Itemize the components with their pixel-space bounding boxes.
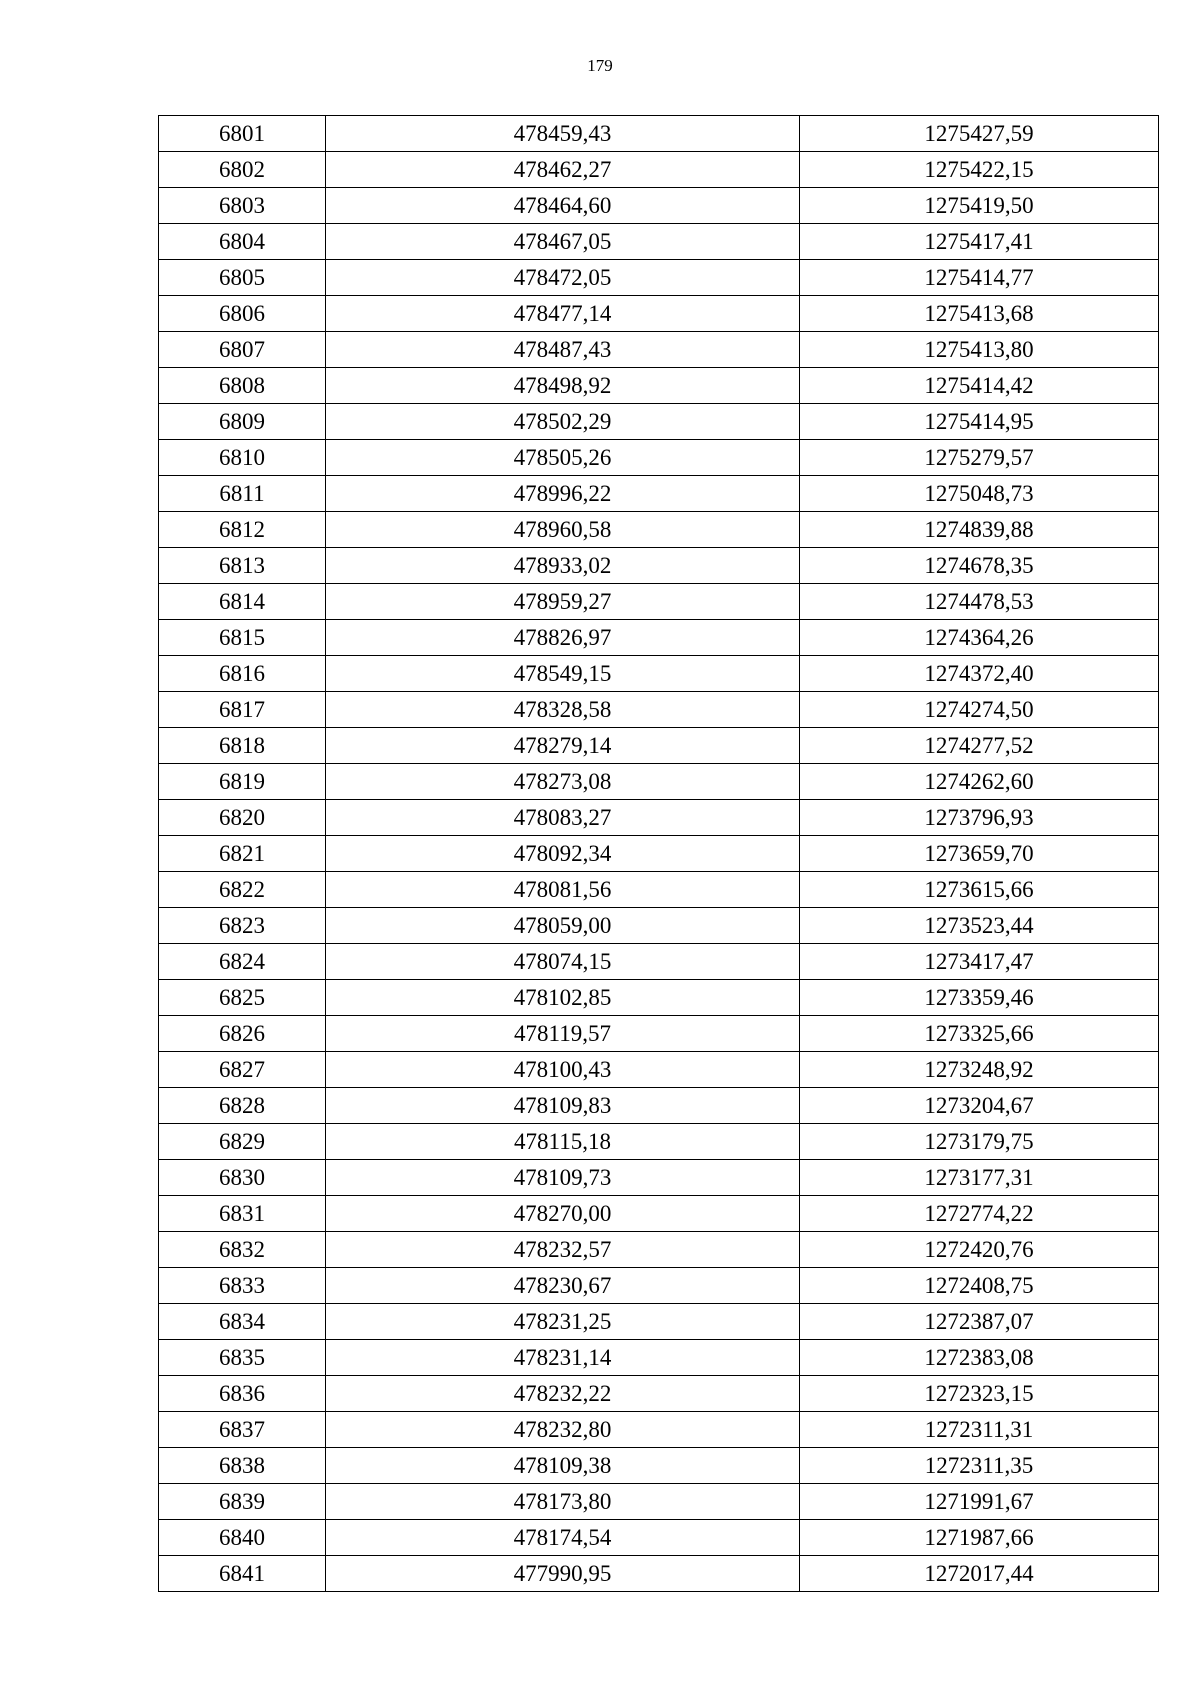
point-number-cell: 6824 bbox=[159, 944, 326, 980]
x-coordinate-cell: 478273,08 bbox=[326, 764, 800, 800]
y-coordinate-cell: 1275279,57 bbox=[800, 440, 1159, 476]
y-coordinate-cell: 1274839,88 bbox=[800, 512, 1159, 548]
x-coordinate-cell: 478173,80 bbox=[326, 1484, 800, 1520]
x-coordinate-cell: 478549,15 bbox=[326, 656, 800, 692]
point-number-cell: 6812 bbox=[159, 512, 326, 548]
table-row bbox=[159, 1484, 1159, 1520]
y-coordinate-cell: 1272420,76 bbox=[800, 1232, 1159, 1268]
y-coordinate-cell: 1274262,60 bbox=[800, 764, 1159, 800]
table-row bbox=[159, 440, 1159, 476]
y-coordinate-cell: 1273179,75 bbox=[800, 1124, 1159, 1160]
point-number-cell: 6807 bbox=[159, 332, 326, 368]
table-row bbox=[159, 152, 1159, 188]
point-number-cell: 6804 bbox=[159, 224, 326, 260]
x-coordinate-cell: 478459,43 bbox=[326, 116, 800, 152]
x-coordinate-cell: 478119,57 bbox=[326, 1016, 800, 1052]
point-number-cell: 6811 bbox=[159, 476, 326, 512]
point-number-cell: 6815 bbox=[159, 620, 326, 656]
x-coordinate-cell: 478109,83 bbox=[326, 1088, 800, 1124]
x-coordinate-cell: 478996,22 bbox=[326, 476, 800, 512]
point-number-cell: 6841 bbox=[159, 1556, 326, 1592]
table-row bbox=[159, 1412, 1159, 1448]
point-number-cell: 6802 bbox=[159, 152, 326, 188]
table-row bbox=[159, 764, 1159, 800]
x-coordinate-cell: 478960,58 bbox=[326, 512, 800, 548]
x-coordinate-cell: 478232,57 bbox=[326, 1232, 800, 1268]
y-coordinate-cell: 1272383,08 bbox=[800, 1340, 1159, 1376]
point-number-cell: 6827 bbox=[159, 1052, 326, 1088]
x-coordinate-cell: 478505,26 bbox=[326, 440, 800, 476]
y-coordinate-cell: 1275419,50 bbox=[800, 188, 1159, 224]
y-coordinate-cell: 1271987,66 bbox=[800, 1520, 1159, 1556]
point-number-cell: 6837 bbox=[159, 1412, 326, 1448]
point-number-cell: 6825 bbox=[159, 980, 326, 1016]
point-number-cell: 6810 bbox=[159, 440, 326, 476]
table-row bbox=[159, 1340, 1159, 1376]
y-coordinate-cell: 1275413,80 bbox=[800, 332, 1159, 368]
y-coordinate-cell: 1275422,15 bbox=[800, 152, 1159, 188]
x-coordinate-cell: 478959,27 bbox=[326, 584, 800, 620]
y-coordinate-cell: 1272323,15 bbox=[800, 1376, 1159, 1412]
x-coordinate-cell: 478498,92 bbox=[326, 368, 800, 404]
coordinates-table bbox=[158, 115, 1159, 1592]
x-coordinate-cell: 478467,05 bbox=[326, 224, 800, 260]
x-coordinate-cell: 478502,29 bbox=[326, 404, 800, 440]
x-coordinate-cell: 478472,05 bbox=[326, 260, 800, 296]
y-coordinate-cell: 1273177,31 bbox=[800, 1160, 1159, 1196]
table-row bbox=[159, 1052, 1159, 1088]
table-row bbox=[159, 800, 1159, 836]
point-number-cell: 6821 bbox=[159, 836, 326, 872]
y-coordinate-cell: 1274372,40 bbox=[800, 656, 1159, 692]
table-row bbox=[159, 728, 1159, 764]
point-number-cell: 6826 bbox=[159, 1016, 326, 1052]
point-number-cell: 6808 bbox=[159, 368, 326, 404]
point-number-cell: 6814 bbox=[159, 584, 326, 620]
point-number-cell: 6813 bbox=[159, 548, 326, 584]
table-row bbox=[159, 476, 1159, 512]
y-coordinate-cell: 1275413,68 bbox=[800, 296, 1159, 332]
x-coordinate-cell: 478174,54 bbox=[326, 1520, 800, 1556]
table-row bbox=[159, 656, 1159, 692]
x-coordinate-cell: 478109,73 bbox=[326, 1160, 800, 1196]
y-coordinate-cell: 1273248,92 bbox=[800, 1052, 1159, 1088]
page-number: 179 bbox=[587, 56, 613, 75]
y-coordinate-cell: 1275417,41 bbox=[800, 224, 1159, 260]
table-row bbox=[159, 116, 1159, 152]
point-number-cell: 6833 bbox=[159, 1268, 326, 1304]
table-row bbox=[159, 1556, 1159, 1592]
y-coordinate-cell: 1273325,66 bbox=[800, 1016, 1159, 1052]
table-row bbox=[159, 1196, 1159, 1232]
point-number-cell: 6820 bbox=[159, 800, 326, 836]
x-coordinate-cell: 478328,58 bbox=[326, 692, 800, 728]
table-row bbox=[159, 1232, 1159, 1268]
x-coordinate-cell: 478230,67 bbox=[326, 1268, 800, 1304]
y-coordinate-cell: 1274678,35 bbox=[800, 548, 1159, 584]
y-coordinate-cell: 1272387,07 bbox=[800, 1304, 1159, 1340]
table-row bbox=[159, 872, 1159, 908]
table-row bbox=[159, 1520, 1159, 1556]
point-number-cell: 6835 bbox=[159, 1340, 326, 1376]
y-coordinate-cell: 1275414,77 bbox=[800, 260, 1159, 296]
table-row bbox=[159, 512, 1159, 548]
y-coordinate-cell: 1273417,47 bbox=[800, 944, 1159, 980]
y-coordinate-cell: 1273796,93 bbox=[800, 800, 1159, 836]
x-coordinate-cell: 477990,95 bbox=[326, 1556, 800, 1592]
point-number-cell: 6818 bbox=[159, 728, 326, 764]
point-number-cell: 6839 bbox=[159, 1484, 326, 1520]
table-row bbox=[159, 980, 1159, 1016]
table-row bbox=[159, 1016, 1159, 1052]
point-number-cell: 6828 bbox=[159, 1088, 326, 1124]
y-coordinate-cell: 1272408,75 bbox=[800, 1268, 1159, 1304]
point-number-cell: 6838 bbox=[159, 1448, 326, 1484]
y-coordinate-cell: 1272311,35 bbox=[800, 1448, 1159, 1484]
table-row bbox=[159, 1304, 1159, 1340]
x-coordinate-cell: 478462,27 bbox=[326, 152, 800, 188]
point-number-cell: 6805 bbox=[159, 260, 326, 296]
table-row bbox=[159, 908, 1159, 944]
table-row bbox=[159, 1448, 1159, 1484]
table-row bbox=[159, 944, 1159, 980]
point-number-cell: 6834 bbox=[159, 1304, 326, 1340]
table-row bbox=[159, 368, 1159, 404]
x-coordinate-cell: 478279,14 bbox=[326, 728, 800, 764]
table-row bbox=[159, 1376, 1159, 1412]
x-coordinate-cell: 478232,80 bbox=[326, 1412, 800, 1448]
y-coordinate-cell: 1275048,73 bbox=[800, 476, 1159, 512]
x-coordinate-cell: 478081,56 bbox=[326, 872, 800, 908]
coordinates-table-body bbox=[159, 116, 1159, 1592]
y-coordinate-cell: 1272017,44 bbox=[800, 1556, 1159, 1592]
table-row bbox=[159, 548, 1159, 584]
table-row bbox=[159, 260, 1159, 296]
x-coordinate-cell: 478826,97 bbox=[326, 620, 800, 656]
x-coordinate-cell: 478231,25 bbox=[326, 1304, 800, 1340]
point-number-cell: 6836 bbox=[159, 1376, 326, 1412]
y-coordinate-cell: 1273204,67 bbox=[800, 1088, 1159, 1124]
y-coordinate-cell: 1275414,42 bbox=[800, 368, 1159, 404]
point-number-cell: 6831 bbox=[159, 1196, 326, 1232]
y-coordinate-cell: 1273615,66 bbox=[800, 872, 1159, 908]
x-coordinate-cell: 478232,22 bbox=[326, 1376, 800, 1412]
x-coordinate-cell: 478074,15 bbox=[326, 944, 800, 980]
table-row bbox=[159, 224, 1159, 260]
y-coordinate-cell: 1275414,95 bbox=[800, 404, 1159, 440]
x-coordinate-cell: 478487,43 bbox=[326, 332, 800, 368]
table-row bbox=[159, 1268, 1159, 1304]
x-coordinate-cell: 478109,38 bbox=[326, 1448, 800, 1484]
x-coordinate-cell: 478059,00 bbox=[326, 908, 800, 944]
table-row bbox=[159, 620, 1159, 656]
y-coordinate-cell: 1273659,70 bbox=[800, 836, 1159, 872]
table-row bbox=[159, 584, 1159, 620]
x-coordinate-cell: 478231,14 bbox=[326, 1340, 800, 1376]
y-coordinate-cell: 1273359,46 bbox=[800, 980, 1159, 1016]
point-number-cell: 6806 bbox=[159, 296, 326, 332]
point-number-cell: 6819 bbox=[159, 764, 326, 800]
y-coordinate-cell: 1274478,53 bbox=[800, 584, 1159, 620]
point-number-cell: 6809 bbox=[159, 404, 326, 440]
x-coordinate-cell: 478464,60 bbox=[326, 188, 800, 224]
x-coordinate-cell: 478100,43 bbox=[326, 1052, 800, 1088]
y-coordinate-cell: 1275427,59 bbox=[800, 116, 1159, 152]
table-row bbox=[159, 1124, 1159, 1160]
x-coordinate-cell: 478115,18 bbox=[326, 1124, 800, 1160]
table-row bbox=[159, 188, 1159, 224]
y-coordinate-cell: 1274277,52 bbox=[800, 728, 1159, 764]
table-row bbox=[159, 296, 1159, 332]
x-coordinate-cell: 478092,34 bbox=[326, 836, 800, 872]
point-number-cell: 6801 bbox=[159, 116, 326, 152]
table-row bbox=[159, 332, 1159, 368]
x-coordinate-cell: 478083,27 bbox=[326, 800, 800, 836]
point-number-cell: 6829 bbox=[159, 1124, 326, 1160]
x-coordinate-cell: 478102,85 bbox=[326, 980, 800, 1016]
point-number-cell: 6823 bbox=[159, 908, 326, 944]
x-coordinate-cell: 478933,02 bbox=[326, 548, 800, 584]
y-coordinate-cell: 1274364,26 bbox=[800, 620, 1159, 656]
y-coordinate-cell: 1271991,67 bbox=[800, 1484, 1159, 1520]
point-number-cell: 6803 bbox=[159, 188, 326, 224]
point-number-cell: 6840 bbox=[159, 1520, 326, 1556]
table-row bbox=[159, 1088, 1159, 1124]
table-row bbox=[159, 836, 1159, 872]
point-number-cell: 6832 bbox=[159, 1232, 326, 1268]
table-row bbox=[159, 1160, 1159, 1196]
x-coordinate-cell: 478270,00 bbox=[326, 1196, 800, 1232]
y-coordinate-cell: 1274274,50 bbox=[800, 692, 1159, 728]
y-coordinate-cell: 1272774,22 bbox=[800, 1196, 1159, 1232]
point-number-cell: 6822 bbox=[159, 872, 326, 908]
point-number-cell: 6830 bbox=[159, 1160, 326, 1196]
point-number-cell: 6817 bbox=[159, 692, 326, 728]
point-number-cell: 6816 bbox=[159, 656, 326, 692]
x-coordinate-cell: 478477,14 bbox=[326, 296, 800, 332]
table-row bbox=[159, 692, 1159, 728]
y-coordinate-cell: 1272311,31 bbox=[800, 1412, 1159, 1448]
y-coordinate-cell: 1273523,44 bbox=[800, 908, 1159, 944]
table-row bbox=[159, 404, 1159, 440]
